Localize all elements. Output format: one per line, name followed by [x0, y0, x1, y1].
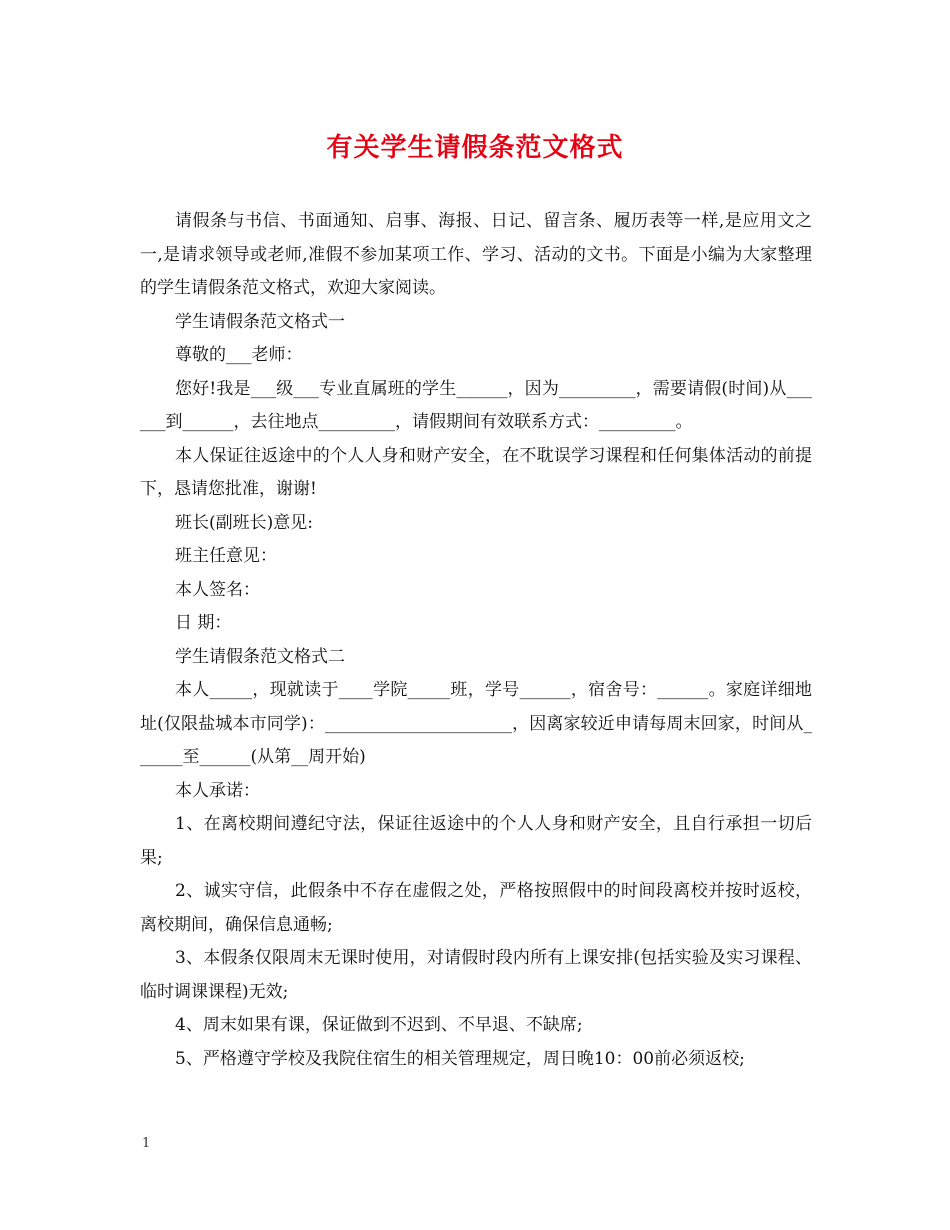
- paragraph-commitment-heading: 本人承诺：: [175, 780, 260, 801]
- field-monitor-opinion: 班长(副班长)意见:: [175, 512, 313, 533]
- list-item-commitment-4: 4、周末如果有课，保证做到不迟到、不早退、不缺席;: [175, 1015, 583, 1035]
- document-body: [140, 205, 812, 1076]
- paragraph-student-info: 本人_____，现就读于____学院_____班，学号______，宿舍号：______。家庭详细地址(仅限盐城本市同学)：______________________，因离家较近申请每周末回家，时间从______至______(从第__周开始): [140, 680, 812, 767]
- field-signature: 本人签名：: [175, 579, 260, 600]
- list-item-commitment-3: 3、本假条仅限周末无课时使用，对请假时段内所有上课安排(包括实验及实习课程、临时调课课程)无效;: [140, 948, 812, 1002]
- list-item-commitment-1: 1、在离校期间遵纪守法，保证往返途中的个人人身和财产安全，且自行承担一切后果;: [140, 814, 812, 868]
- document-title: 有关学生请假条范文格式: [326, 133, 624, 163]
- field-date: 日 期：: [175, 613, 232, 633]
- paragraph-request: 您好!我是___级___专业直属班的学生______，因为_________，需要请假(时间)从______到______，去往地点_________，请假期间有效联系方式：_________。: [140, 378, 812, 432]
- list-item-commitment-5: 5、严格遵守学校及我院住宿生的相关管理规定，周日晚10：00前必须返校;: [175, 1048, 745, 1069]
- paragraph-intro: 请假条与书信、书面通知、启事、海报、日记、留言条、履历表等一样,是应用文之一,是请求领导或老师,准假不参加某项工作、学习、活动的文书。下面是小编为大家整理的学生请假条范文格式，欢迎大家阅读。: [140, 211, 812, 298]
- list-item-commitment-2: 2、诚实守信，此假条中不存在虚假之处，严格按照假中的时间段离校并按时返校，离校期间，确保信息通畅;: [140, 881, 812, 935]
- paragraph-guarantee: 本人保证往返途中的个人人身和财产安全，在不耽误学习课程和任何集体活动的前提下，恳请您批准，谢谢!: [140, 445, 812, 499]
- field-teacher-opinion: 班主任意见：: [175, 546, 277, 566]
- paragraph-salutation: 尊敬的___老师：: [175, 345, 303, 365]
- heading-format-one: 学生请假条范文格式一: [175, 311, 345, 332]
- heading-format-two: 学生请假条范文格式二: [175, 646, 345, 667]
- page-number: 1: [142, 1136, 151, 1151]
